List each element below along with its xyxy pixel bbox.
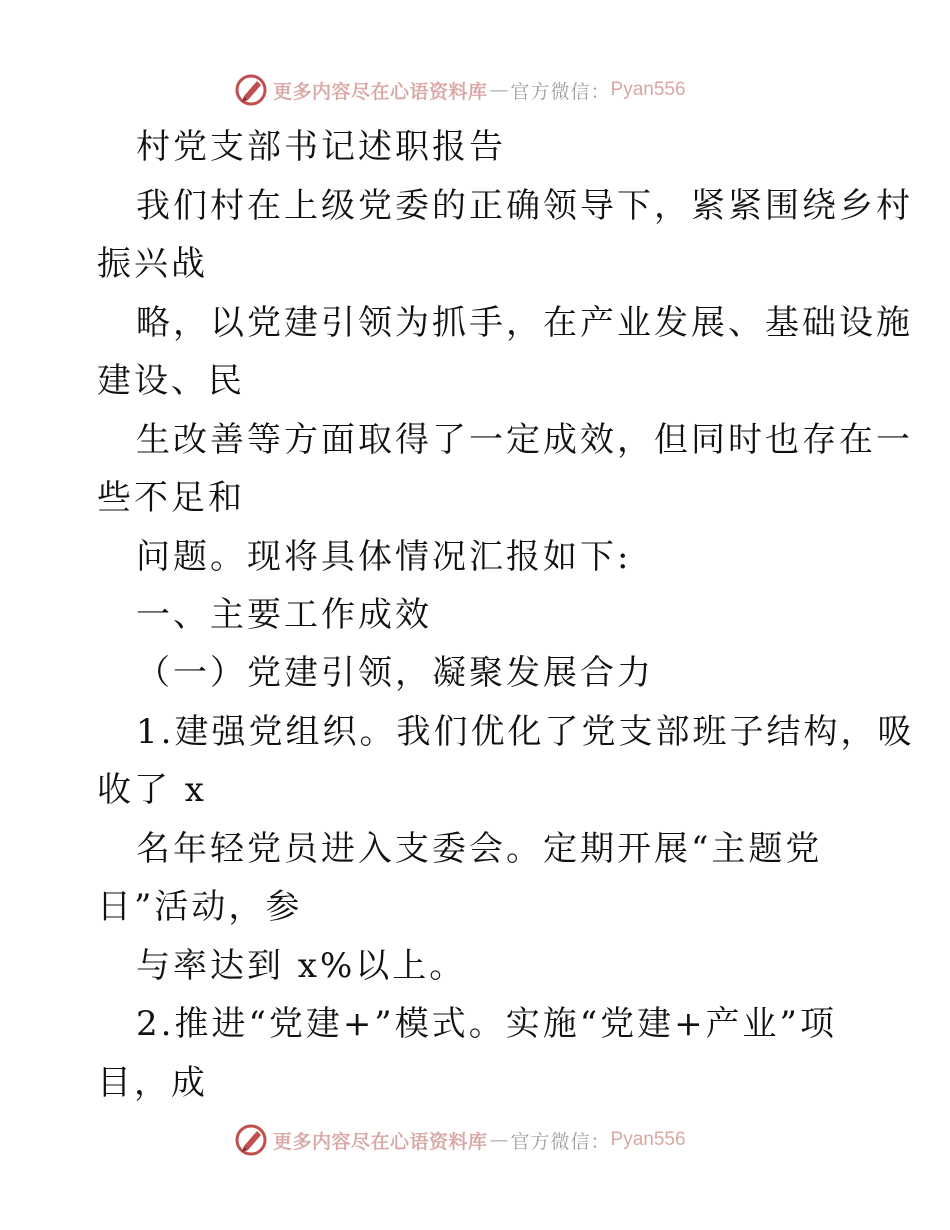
watermark-text: 更多内容尽在心语资料库 [273,80,488,103]
paragraph-line: 名年轻党员进入支委会。定期开展“主题党 [136,829,823,869]
watermark-wechat-id: Pyan556 [610,1129,686,1150]
header-watermark [233,70,753,110]
watermark-wechat-id: Pyan556 [610,79,686,100]
paragraph-line: 我们村在上级党委的正确领导下，紧紧围绕乡村 [136,186,913,226]
paragraph-line: 生改善等方面取得了一定成效，但同时也存在一 [136,420,913,460]
pen-logo-icon [233,72,269,108]
paragraph-line: 略，以党建引领为抓手，在产业发展、基础设施 [136,303,913,343]
paragraph-line: 些不足和 [97,478,245,518]
subsection-heading: （一）党建引领，凝聚发展合力 [136,653,654,693]
paragraph-line: 2.推进“党建+”模式。实施“党建+产业”项 [136,1004,837,1044]
footer-watermark [233,1120,753,1160]
watermark-dash: — [489,1129,509,1151]
section-heading: 一、主要工作成效 [136,595,432,635]
paragraph-line: 振兴战 [97,244,208,284]
paragraph-line: 1.建强党组织。我们优化了党支部班子结构，吸 [136,712,915,752]
paragraph-line: 收了 x [97,770,207,810]
pen-logo-icon [233,1122,269,1158]
watermark-text: 更多内容尽在心语资料库 [273,1130,488,1153]
paragraph-line: 与率达到 x%以上。 [136,946,467,986]
paragraph-line: 建设、民 [97,361,245,401]
watermark-official-label: 官方微信： [510,80,611,103]
watermark-dash: — [489,79,509,101]
paragraph-line: 日”活动，参 [97,887,303,927]
watermark-official-label: 官方微信： [510,1130,611,1153]
paragraph-line: 目，成 [97,1063,208,1103]
paragraph-line: 问题。现将具体情况汇报如下: [136,537,632,577]
document-title: 村党支部书记述职报告 [136,127,506,167]
